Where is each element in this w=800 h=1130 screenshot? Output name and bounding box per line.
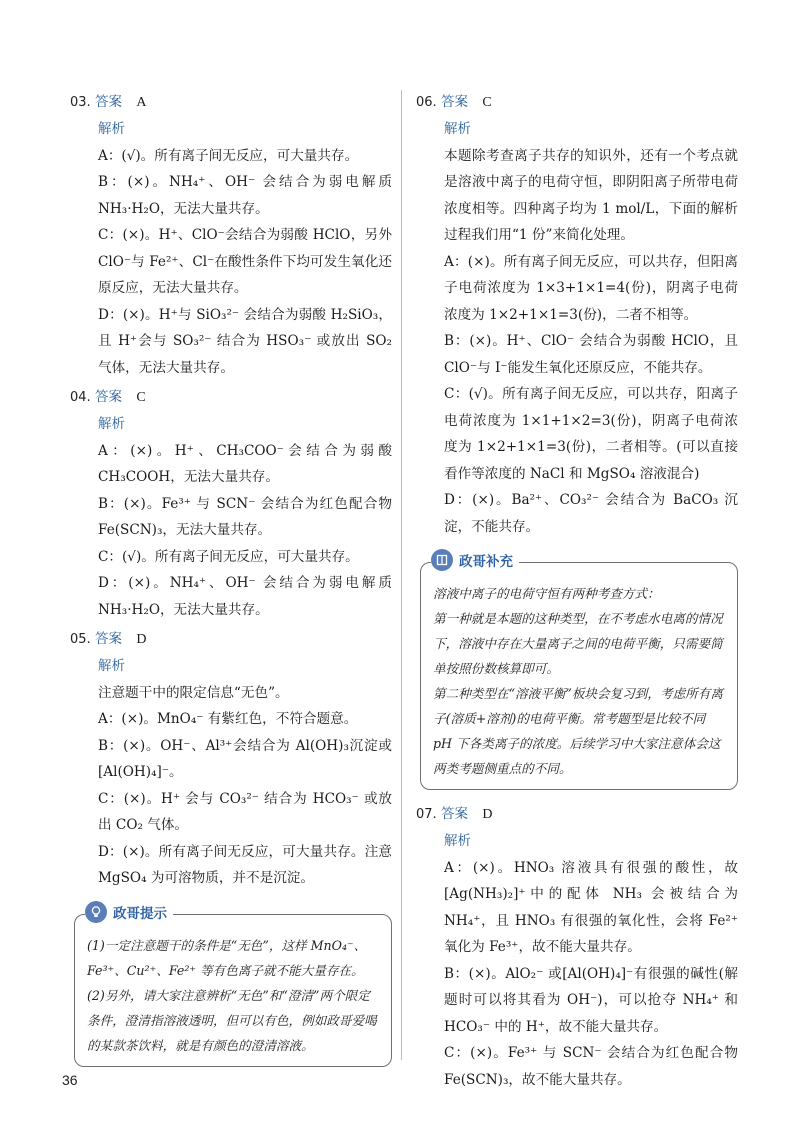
tip-line: (1)一定注意题干的条件是“无色”，这样 MnO₄⁻、Fe³⁺、Cu²⁺、Fe²⁺ 等有色离子就不能大量存在。 — [87, 937, 367, 978]
supplement-line: 第二种类型在“溶液平衡”板块会复习到，考虑所有离子(溶质+溶剂)的电荷平衡。常考题型是比较不同 pH 下各类离子的浓度。后续学习中大家注意体会这两类考题侧重点的不同。 — [433, 686, 723, 776]
analysis-line: C：(√)。所有离子间无反应，可以共存，阳离子电荷浓度为 1×1+1×2=3(份)，阴离子电荷浓度为 1×2+1×1=3(份)，二者相等。(可以直接看作等浓度的 NaCl 和 MgSO₄ 溶液混合) — [444, 386, 738, 482]
answer-label: 答案 — [95, 94, 123, 110]
bulb-icon — [85, 901, 107, 923]
question-body — [70, 411, 392, 623]
analysis-line: B：(×)。H⁺、ClO⁻ 会结合为弱酸 HClO，且 ClO⁻与 I⁻能发生氧化还原反应，不能共存。 — [444, 333, 738, 376]
column-divider — [401, 90, 402, 1060]
analysis-label: 解析 — [98, 416, 125, 432]
question-header — [416, 88, 738, 116]
question-number: 04. — [70, 390, 91, 405]
tip-line: (2)另外，请大家注意辨析“无色”和“澄清”两个限定条件，澄清指溶液透明，但可以有色，例如政哥爱喝的某款茶饮料，就是有颜色的澄清溶液。 — [87, 987, 377, 1053]
analysis-line: C：(×)。H⁺、ClO⁻会结合为弱酸 HClO，另外 ClO⁻与 Fe²⁺、Cl⁻在酸性条件下均可发生氧化还原反应，无法大量共存。 — [98, 227, 392, 296]
question-06 — [416, 88, 738, 540]
analysis-line: B：(×)。OH⁻、Al³⁺会结合为 Al(OH)₃沉淀或[Al(OH)₄]⁻。 — [98, 737, 392, 780]
tip-header — [85, 901, 173, 923]
answer-label: 答案 — [441, 806, 469, 822]
analysis-line: C：(√)。所有离子间无反应，可大量共存。 — [98, 548, 359, 565]
right-column — [416, 88, 738, 1095]
analysis-line: B：(×)。NH₄⁺、OH⁻ 会结合为弱电解质 NH₃·H₂O，无法大量共存。 — [98, 174, 392, 217]
analysis-line: D：(×)。NH₄⁺、OH⁻ 会结合为弱电解质 NH₃·H₂O，无法大量共存。 — [98, 575, 392, 618]
answer-label: 答案 — [441, 94, 469, 110]
question-03 — [70, 88, 392, 381]
tip-box — [74, 905, 392, 1067]
supplement-line: 第一种就是本题的这种类型，在不考虑水电离的情况下，溶液中存在大量离子之间的电荷平衡，只需要简单按照份数核算即可。 — [433, 611, 723, 676]
analysis-line: D：(×)。H⁺与 SiO₃²⁻ 会结合为弱酸 H₂SiO₃，且 H⁺会与 SO₃²⁻ 结合为 HSO₃⁻ 或放出 SO₂ 气体，无法大量共存。 — [98, 306, 392, 376]
analysis-line: C：(×)。H⁺ 会与 CO₃²⁻ 结合为 HCO₃⁻ 或放出 CO₂ 气体。 — [98, 790, 392, 833]
analysis-label: 解析 — [98, 658, 125, 674]
supplement-header — [431, 549, 519, 571]
answer-label: 答案 — [95, 389, 123, 405]
tip-title: 政哥提示 — [113, 905, 167, 922]
book-icon — [431, 549, 453, 571]
analysis-line: A：(×)。HNO₃ 溶液具有很强的酸性，故[Ag(NH₃)₂]⁺中的配体 NH₃ 会被结合为 NH₄⁺，且 HNO₃ 有很强的氧化性，会将 Fe²⁺ 氧化为 Fe³⁺，故不能大量共存。 — [444, 859, 738, 955]
analysis-line: A：(×)。MnO₄⁻ 有紫红色，不符合题意。 — [98, 711, 358, 727]
supplement-box — [420, 554, 738, 790]
analysis-line: 注意题干中的限定信息“无色”。 — [98, 684, 289, 701]
answer-letter: D — [136, 632, 147, 647]
question-header — [70, 625, 392, 653]
analysis-line: B：(×)。Fe³⁺ 与 SCN⁻ 会结合为红色配合物 Fe(SCN)₃，无法大量共存。 — [98, 495, 392, 538]
question-number: 07. — [416, 807, 437, 822]
question-body — [416, 116, 738, 540]
analysis-line: A：(×)。H⁺、CH₃COO⁻会结合为弱酸 CH₃COOH，无法大量共存。 — [98, 442, 392, 485]
answer-letter: C — [136, 390, 146, 405]
question-number: 05. — [70, 632, 91, 647]
question-header — [70, 88, 392, 116]
answer-letter: A — [136, 95, 147, 110]
question-body — [70, 653, 392, 892]
analysis-line: B：(×)。AlO₂⁻ 或[Al(OH)₄]⁻有很强的碱性(解题时可以将其看为 OH⁻)，可以抢夺 NH₄⁺ 和 HCO₃⁻ 中的 H⁺，故不能大量共存。 — [444, 965, 738, 1035]
analysis-line: A：(×)。所有离子间无反应，可以共存，但阳离子电荷浓度为 1×3+1×1=4(份)，阴离子电荷浓度为 1×2+1×1=3(份)，二者不相等。 — [444, 253, 738, 323]
question-04 — [70, 383, 392, 623]
analysis-label: 解析 — [444, 121, 471, 137]
analysis-line: D：(×)。所有离子间无反应，可大量共存。注意 MgSO₄ 为可溶物质，并不是沉淀。 — [98, 843, 392, 886]
question-header — [416, 800, 738, 828]
answer-letter: D — [482, 807, 493, 822]
analysis-label: 解析 — [98, 121, 125, 137]
question-number: 06. — [416, 95, 437, 110]
question-07 — [416, 800, 738, 1093]
question-body — [70, 116, 392, 381]
analysis-label: 解析 — [444, 833, 471, 849]
answer-letter: C — [482, 95, 492, 110]
supplement-title: 政哥补充 — [459, 554, 513, 570]
question-header — [70, 383, 392, 411]
question-05 — [70, 625, 392, 892]
question-body — [416, 828, 738, 1093]
analysis-line: C：(×)。Fe³⁺ 与 SCN⁻ 会结合为红色配合物 Fe(SCN)₃，故不能大量共存。 — [444, 1045, 738, 1088]
left-column — [70, 88, 392, 1077]
page-number: 36 — [62, 1072, 78, 1088]
answer-label: 答案 — [95, 631, 123, 647]
supplement-line: 溶液中离子的电荷守恒有两种考查方式： — [433, 586, 660, 601]
analysis-line: A：(√)。所有离子间无反应，可大量共存。 — [98, 147, 359, 164]
question-number: 03. — [70, 95, 91, 110]
analysis-line: D：(×)。Ba²⁺、CO₃²⁻ 会结合为 BaCO₃ 沉淀，不能共存。 — [444, 492, 738, 535]
analysis-line: 本题除考查离子共存的知识外，还有一个考点就是溶液中离子的电荷守恒，即阴阳离子所带电荷浓度相等。四种离子均为 1 mol/L，下面的解析过程我们用“1 份”来简化处理。 — [444, 147, 738, 243]
